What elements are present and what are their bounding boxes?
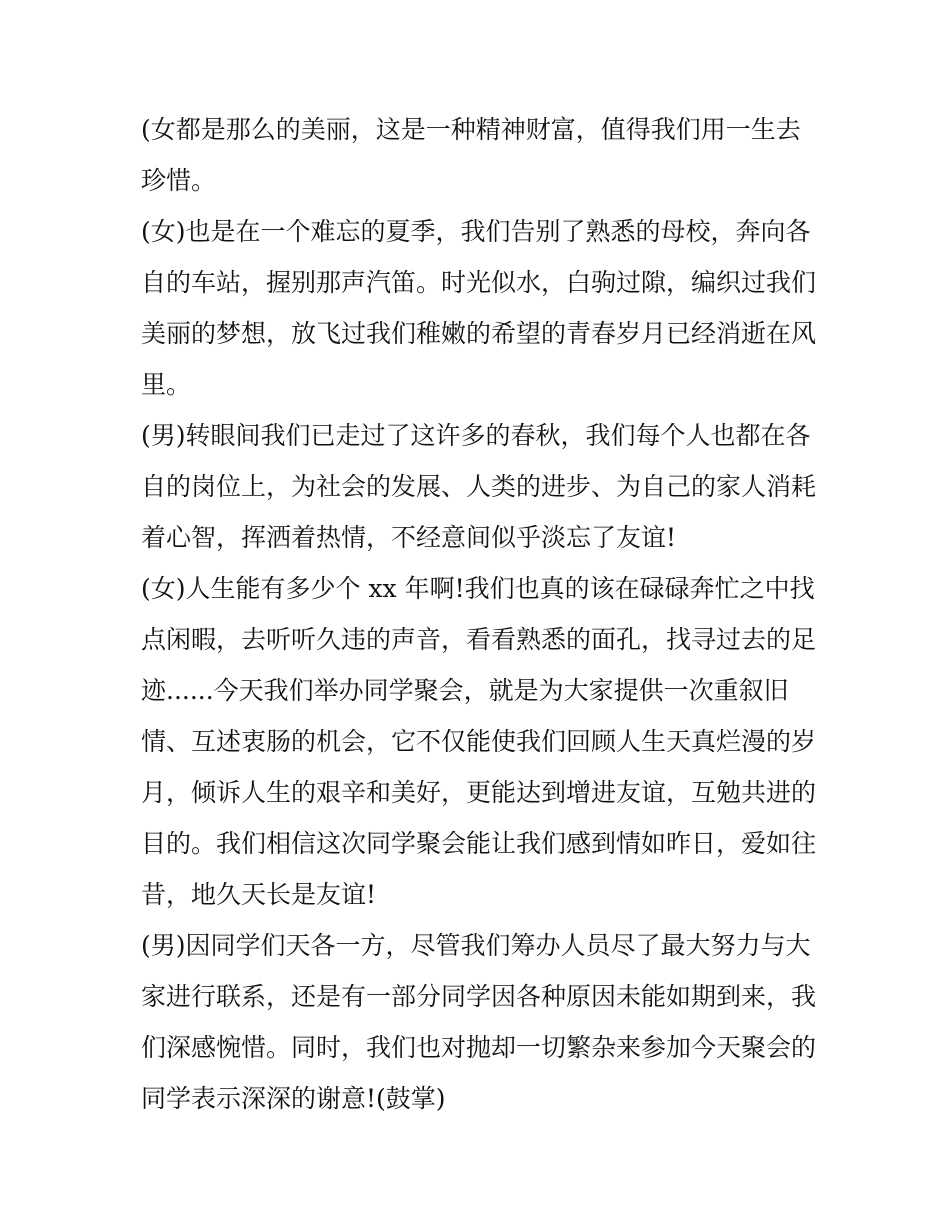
text-line: 昔，地久天长是友谊! [141, 880, 377, 909]
text-line: 点闲暇，去听听久违的声音，看看熟悉的面孔，找寻过去的足 [141, 625, 817, 654]
document-body [141, 104, 831, 1124]
text-line: 目的。我们相信这次同学聚会能让我们感到情如昨日，爱如往 [141, 829, 817, 858]
text-line: (男)因同学们天各一方，尽管我们筹办人员尽了最大努力与大 [141, 931, 811, 960]
text-line: 迹......今天我们举办同学聚会，就是为大家提供一次重叙旧 [141, 676, 789, 705]
text-line: (女)人生能有多少个 xx 年啊!我们也真的该在碌碌奔忙之中找 [141, 574, 815, 603]
text-line: (男)转眼间我们已走过了这许多的春秋，我们每个人也都在各 [141, 421, 811, 450]
text-line: 自的岗位上，为社会的发展、人类的进步、为自己的家人消耗 [141, 472, 817, 501]
text-line: (女都是那么的美丽，这是一种精神财富，值得我们用一生去 [141, 115, 801, 144]
text-line: 月，倾诉人生的艰辛和美好，更能达到增进友谊，互勉共进的 [141, 778, 817, 807]
text-line: 们深感惋惜。同时，我们也对抛却一切繁杂来参加今天聚会的 [141, 1033, 817, 1062]
text-line: (女)也是在一个难忘的夏季，我们告别了熟悉的母校，奔向各 [141, 217, 811, 246]
text-line: 情、互述衷肠的机会，它不仅能使我们回顾人生天真烂漫的岁 [141, 727, 817, 756]
text-line: 珍惜。 [141, 166, 217, 195]
text-line: 里。 [141, 370, 192, 399]
text-line: 同学表示深深的谢意!(鼓掌) [141, 1084, 446, 1113]
text-line: 美丽的梦想，放飞过我们稚嫩的希望的青春岁月已经消逝在风 [141, 319, 817, 348]
text-line: 自的车站，握别那声汽笛。时光似水，白驹过隙，编织过我们 [141, 268, 817, 297]
text-line: 着心智，挥洒着热情，不经意间似乎淡忘了友谊! [141, 523, 677, 552]
text-line: 家进行联系，还是有一部分同学因各种原因未能如期到来，我 [141, 982, 817, 1011]
